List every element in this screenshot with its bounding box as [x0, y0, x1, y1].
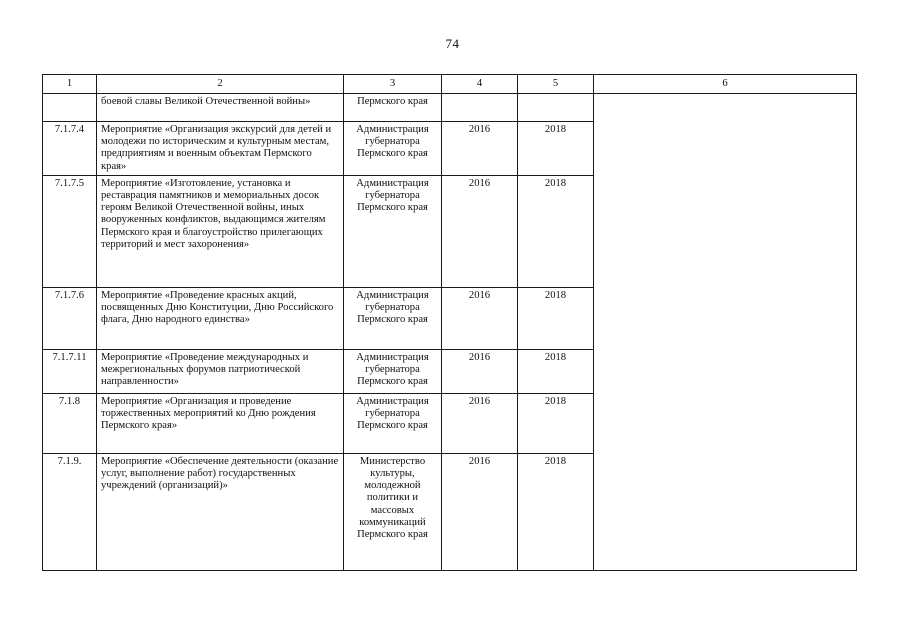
- end-year: 2018: [518, 453, 594, 570]
- column-6-cell: [594, 94, 857, 571]
- row-number: 7.1.7.5: [43, 175, 97, 287]
- executor: Администрация губернатора Пермского края: [344, 349, 442, 393]
- column-header-1: 1: [43, 75, 97, 94]
- plan-table: [42, 74, 857, 571]
- row-number: [43, 94, 97, 122]
- activity-name: Мероприятие «Проведение красных акций, посвященных Дню Конституции, Дню Российского флага, Дню народного единства»: [97, 287, 344, 349]
- end-year: 2018: [518, 287, 594, 349]
- start-year: 2016: [442, 122, 518, 176]
- page-number: 74: [445, 36, 460, 51]
- end-year: 2018: [518, 393, 594, 453]
- activity-name: Мероприятие «Организация и проведение торжественных мероприятий ко Дню рождения Пермского края»: [97, 393, 344, 453]
- end-year: 2018: [518, 122, 594, 176]
- start-year: [442, 94, 518, 122]
- start-year: 2016: [442, 453, 518, 570]
- executor: Администрация губернатора Пермского края: [344, 393, 442, 453]
- column-header-4: 4: [442, 75, 518, 94]
- start-year: 2016: [442, 175, 518, 287]
- column-header-3: 3: [344, 75, 442, 94]
- table-header-row: [43, 75, 857, 94]
- row-number: 7.1.7.11: [43, 349, 97, 393]
- row-number: 7.1.9.: [43, 453, 97, 570]
- executor: Пермского края: [344, 94, 442, 122]
- executor: Администрация губернатора Пермского края: [344, 122, 442, 176]
- executor: Министерство культуры, молодежной политики и массовых коммуникаций Пермского края: [344, 453, 442, 570]
- end-year: 2018: [518, 349, 594, 393]
- column-header-5: 5: [518, 75, 594, 94]
- row-number: 7.1.8: [43, 393, 97, 453]
- column-header-2: 2: [97, 75, 344, 94]
- activity-name: боевой славы Великой Отечественной войны»: [97, 94, 344, 122]
- start-year: 2016: [442, 393, 518, 453]
- start-year: 2016: [442, 287, 518, 349]
- column-header-6: 6: [594, 75, 857, 94]
- table-row: [43, 94, 857, 122]
- activity-name: Мероприятие «Изготовление, установка и реставрация памятников и мемориальных досок героям Великой Отечественной войны, иных вооруженных конфликтов, выдающимся жителям Пермского края и благоустройство прилегающих территорий и мест захоронения»: [97, 175, 344, 287]
- activity-name: Мероприятие «Обеспечение деятельности (оказание услуг, выполнение работ) государственных учреждений (организаций)»: [97, 453, 344, 570]
- executor: Администрация губернатора Пермского края: [344, 287, 442, 349]
- start-year: 2016: [442, 349, 518, 393]
- executor: Администрация губернатора Пермского края: [344, 175, 442, 287]
- activity-name: Мероприятие «Организация экскурсий для детей и молодежи по историческим и культурным местам, предприятиям и военным объектам Пермского края»: [97, 122, 344, 176]
- row-number: 7.1.7.6: [43, 287, 97, 349]
- activity-name: Мероприятие «Проведение международных и межрегиональных форумов патриотической направленности»: [97, 349, 344, 393]
- row-number: 7.1.7.4: [43, 122, 97, 176]
- end-year: 2018: [518, 175, 594, 287]
- end-year: [518, 94, 594, 122]
